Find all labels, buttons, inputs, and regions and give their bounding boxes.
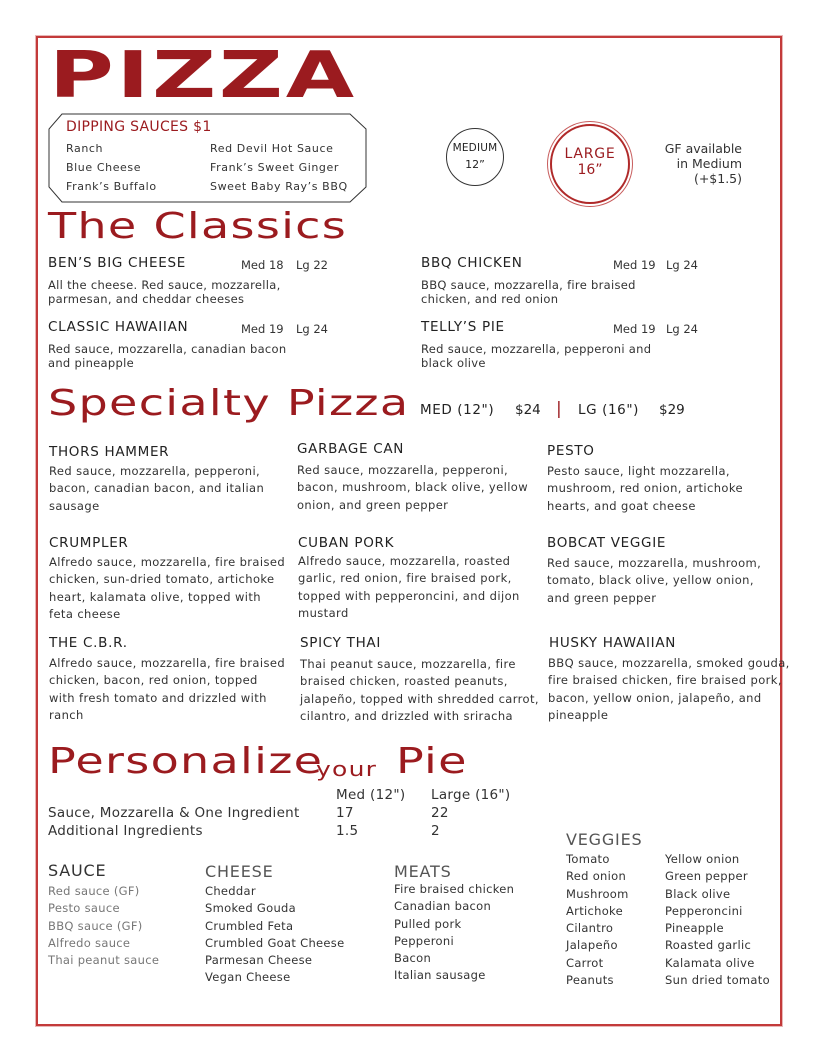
large-size-circle	[550, 124, 630, 204]
description-line: Pesto sauce, light mozzarella,	[547, 464, 730, 478]
gf-note-line: GF available	[664, 141, 742, 156]
description-line: BBQ sauce, mozzarella, smoked gouda,	[548, 656, 790, 670]
specialty-med-label: MED (12")	[420, 402, 495, 418]
classic-item-lg-price: Lg 24	[666, 258, 698, 272]
description-line: bacon, mushroom, black olive, yellow	[297, 480, 529, 495]
description-line: braised chicken, roasted peanuts,	[300, 674, 508, 689]
description-line: ranch	[49, 707, 84, 722]
personalize-row-med: 17	[336, 805, 354, 821]
sauce-item: Thai peanut sauce	[48, 953, 160, 968]
veggie-item: Cilantro	[566, 921, 614, 936]
specialty-item-name: CRUMPLER	[49, 535, 129, 551]
description-line: chicken, sun-dried tomato, artichoke	[49, 572, 275, 587]
cheese-item: Smoked Gouda	[205, 901, 297, 916]
specialty-med-price: $24	[515, 402, 541, 418]
sauce-item: Alfredo sauce	[48, 935, 131, 950]
dipping-sauce-item: Sweet Baby Ray’s BBQ	[210, 180, 348, 193]
cheese-category-title: CHEESE	[205, 862, 274, 881]
veggie-item: Artichoke	[566, 903, 623, 918]
dipping-sauce-item: Blue Cheese	[66, 161, 142, 174]
dipping-sauces-title: DIPPING SAUCES $1	[66, 119, 212, 135]
veggie-item: Red onion	[566, 869, 627, 884]
classic-item-name: BEN’S BIG CHEESE	[48, 255, 186, 271]
classic-item-med-price: Med 19	[613, 258, 656, 272]
veggie-item: Green pepper	[665, 869, 748, 884]
description-line: topped with pepperoncini, and dijon	[298, 588, 520, 603]
specialty-item-desc	[547, 463, 743, 515]
description-line: Alfredo sauce, mozzarella, roasted	[298, 554, 511, 568]
description-line: pineapple	[548, 707, 609, 722]
veggie-item: Tomato	[566, 852, 610, 866]
description-line: chicken, bacon, red onion, topped	[49, 673, 258, 688]
classic-item-desc: parmesan, and cheddar cheeses	[48, 292, 245, 306]
classics-title: The Classics	[48, 206, 348, 247]
personalize-col-med: Med (12")	[336, 787, 406, 803]
description-line: with fresh tomato and drizzled with	[49, 690, 267, 705]
sauce-list	[48, 883, 159, 969]
classic-item-med-price: Med 18	[241, 258, 284, 272]
veggie-item: Mushroom	[566, 886, 629, 901]
description-line: Alfredo sauce, mozzarella, fire braised	[49, 656, 286, 670]
veggie-item: Kalamata olive	[665, 955, 755, 970]
meat-item: Italian sausage	[394, 968, 486, 983]
classic-item-lg-price: Lg 22	[296, 258, 328, 272]
specialty-item-desc	[548, 655, 790, 724]
description-line: jalapeño, topped with shredded carrot,	[300, 691, 539, 706]
specialty-item-name: THE C.B.R.	[49, 635, 128, 651]
classic-item-name: BBQ CHICKEN	[421, 255, 523, 271]
specialty-lg-label: LG (16")	[578, 402, 639, 418]
specialty-item-name: HUSKY HAWAIIAN	[549, 635, 677, 651]
classic-item-desc: Red sauce, mozzarella, canadian bacon	[48, 342, 287, 356]
veggie-item: Pineapple	[665, 921, 724, 936]
specialty-item-name: PESTO	[547, 443, 595, 459]
personalize-row-label: Sauce, Mozzarella & One Ingredient	[48, 805, 300, 821]
sauce-item: Pesto sauce	[48, 901, 120, 916]
cheese-item: Parmesan Cheese	[205, 953, 313, 968]
personalize-row-lg: 22	[431, 805, 449, 821]
sauce-item: Red sauce (GF)	[48, 884, 140, 898]
specialty-item-desc	[49, 554, 285, 623]
classic-item-desc: BBQ sauce, mozzarella, fire braised	[421, 278, 636, 292]
veggie-item: Yellow onion	[665, 852, 740, 866]
cheese-list	[205, 883, 344, 987]
dipping-sauce-item: Frank’s Sweet Ginger	[210, 161, 340, 174]
gf-note-line: in Medium	[676, 156, 742, 171]
classic-item-med-price: Med 19	[241, 322, 284, 336]
personalize-title	[48, 741, 324, 782]
description-line: Thai peanut sauce, mozzarella, fire	[300, 657, 516, 671]
veggies-list-col1	[566, 851, 629, 989]
gf-note	[636, 141, 742, 186]
description-line: onion, and green pepper	[297, 497, 449, 512]
large-size-label: LARGE	[564, 146, 616, 162]
dipping-sauce-item: Red Devil Hot Sauce	[210, 142, 334, 155]
veggie-item: Pepperoncini	[665, 903, 743, 918]
classic-item-desc: chicken, and red onion	[421, 292, 559, 306]
meats-category-title: MEATS	[394, 862, 452, 881]
classic-item-lg-price: Lg 24	[666, 322, 698, 336]
medium-size-circle	[446, 128, 504, 186]
meat-item: Bacon	[394, 951, 432, 966]
specialty-item-name: CUBAN PORK	[298, 535, 395, 551]
sauce-item: BBQ sauce (GF)	[48, 918, 143, 933]
classic-item-med-price: Med 19	[613, 322, 656, 336]
specialty-item-desc	[300, 656, 539, 725]
personalize-title-c: Pie	[396, 741, 468, 782]
description-line: fire braised chicken, fire braised pork,	[548, 673, 782, 688]
veggies-category-title: VEGGIES	[566, 830, 643, 849]
cheese-item: Vegan Cheese	[205, 970, 291, 985]
specialty-price-divider: |	[556, 399, 562, 419]
classic-item-name: TELLY’S PIE	[421, 319, 505, 335]
classic-item-desc: Red sauce, mozzarella, pepperoni and	[421, 342, 652, 356]
sauce-category-title: SAUCE	[48, 861, 107, 880]
description-line: Red sauce, mozzarella, mushroom,	[547, 556, 762, 570]
description-line: mustard	[298, 605, 349, 620]
specialty-item-desc	[298, 553, 520, 622]
specialty-item-name: GARBAGE CAN	[297, 441, 405, 457]
classic-item-desc: and pineapple	[48, 356, 134, 370]
description-line: and green pepper	[547, 590, 657, 605]
description-line: hearts, and goat cheese	[547, 498, 696, 513]
description-line: tomato, black olive, yellow onion,	[547, 573, 754, 588]
gf-note-line: (+$1.5)	[693, 171, 742, 186]
classic-item-lg-price: Lg 24	[296, 322, 328, 336]
description-line: mushroom, red onion, artichoke	[547, 481, 743, 496]
description-line: sausage	[49, 498, 100, 513]
personalize-title-b: your	[316, 757, 378, 781]
meat-item: Fire braised chicken	[394, 882, 515, 896]
classic-item-name: CLASSIC HAWAIIAN	[48, 319, 189, 335]
meat-item: Canadian bacon	[394, 899, 492, 914]
veggie-item: Jalapeño	[566, 938, 618, 953]
description-line: cilantro, and drizzled with sriracha	[300, 708, 513, 723]
specialty-item-desc	[547, 555, 761, 607]
description-line: garlic, red onion, fire braised pork,	[298, 571, 512, 586]
classic-item-desc: black olive	[421, 356, 486, 370]
dipping-sauce-item: Ranch	[66, 142, 104, 155]
personalize-col-lg: Large (16")	[431, 787, 511, 803]
description-line: bacon, canadian bacon, and italian	[49, 481, 265, 496]
specialty-title: Specialty Pizza	[48, 383, 410, 424]
page-title: PIZZA	[49, 39, 357, 113]
specialty-item-desc	[49, 655, 285, 724]
specialty-item-name: BOBCAT VEGGIE	[547, 535, 667, 551]
meat-item: Pepperoni	[394, 933, 454, 948]
personalize-row-lg: 2	[431, 823, 440, 839]
cheese-item: Cheddar	[205, 884, 256, 898]
veggie-item: Roasted garlic	[665, 938, 752, 953]
meat-item: Pulled pork	[394, 916, 462, 931]
veggie-item: Peanuts	[566, 973, 614, 988]
description-line: feta cheese	[49, 606, 121, 621]
description-line: heart, kalamata olive, topped with	[49, 589, 261, 604]
cheese-item: Crumbled Feta	[205, 918, 294, 933]
cheese-item: Crumbled Goat Cheese	[205, 935, 345, 950]
specialty-item-name: THORS HAMMER	[49, 444, 170, 460]
specialty-item-desc	[49, 463, 264, 515]
veggies-list-col2	[665, 851, 770, 989]
description-line: Red sauce, mozzarella, pepperoni,	[297, 463, 509, 477]
specialty-item-name: SPICY THAI	[300, 635, 382, 651]
description-line: Red sauce, mozzarella, pepperoni,	[49, 464, 261, 478]
veggie-item: Black olive	[665, 886, 731, 901]
specialty-lg-price: $29	[659, 402, 685, 418]
dipping-sauce-item: Frank’s Buffalo	[66, 180, 157, 193]
personalize-row-label: Additional Ingredients	[48, 823, 203, 839]
medium-size-label: MEDIUM	[452, 142, 498, 154]
specialty-item-desc	[297, 462, 528, 514]
personalize-row-med: 1.5	[336, 823, 359, 839]
classic-item-desc: All the cheese. Red sauce, mozzarella,	[48, 278, 281, 292]
meats-list	[394, 881, 514, 985]
veggie-item: Sun dried tomato	[665, 973, 770, 988]
description-line: bacon, yellow onion, jalapeño, and	[548, 690, 762, 705]
medium-size-value: 12”	[465, 158, 485, 171]
personalize-title-a: Personalize	[48, 741, 324, 782]
large-size-value: 16”	[577, 162, 603, 178]
description-line: Alfredo sauce, mozzarella, fire braised	[49, 555, 286, 569]
veggie-item: Carrot	[566, 955, 604, 970]
